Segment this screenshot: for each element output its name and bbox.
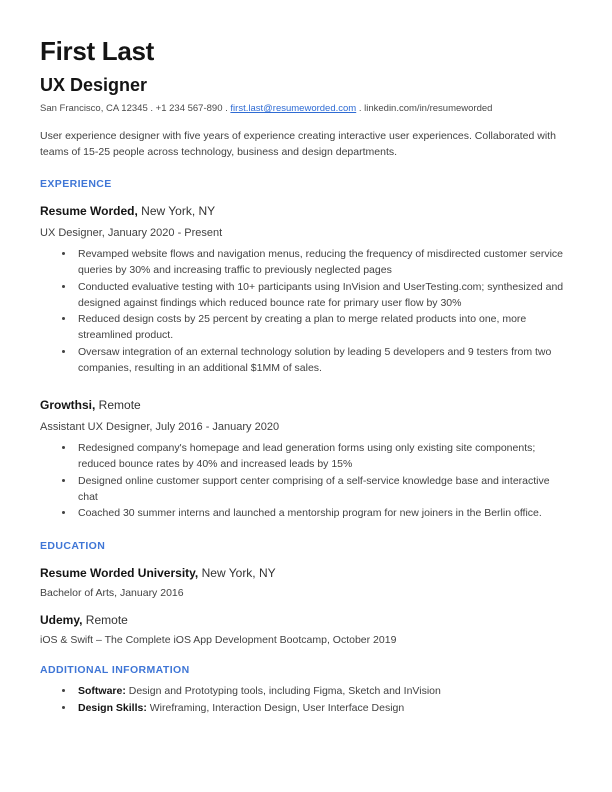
email-link[interactable]: first.last@resumeworded.com	[230, 103, 357, 114]
company-line	[40, 398, 572, 412]
bullet-item: • Redesigned company's homepage and lead generation forms using only existing site components; reduced bounce rates by 40% and increased leads by 15%	[75, 441, 570, 473]
person-title: UX Designer	[40, 75, 148, 95]
contact-separator: .	[356, 103, 365, 114]
job-entry	[40, 398, 572, 522]
company-name: Resume Worded,	[40, 204, 138, 219]
contact-location: San Francisco, CA 12345	[40, 103, 148, 114]
contact-line	[40, 102, 572, 115]
job-location: New York, NY	[137, 204, 216, 219]
job-entry	[40, 204, 572, 376]
info-label: Design Skills:	[78, 701, 147, 714]
school-name: Udemy,	[40, 613, 83, 628]
job-role: Assistant UX Designer, July 2016 - January 2020	[40, 421, 280, 434]
contact-separator: .	[222, 103, 231, 114]
school-location: New York, NY	[198, 566, 276, 581]
bullet-item: • Designed online customer support center comprising of a self-service knowledge base and interactive chat	[75, 474, 570, 506]
info-label: Software:	[78, 685, 126, 698]
section-heading-education: EDUCATION	[40, 540, 106, 553]
contact-separator: .	[147, 103, 156, 114]
bullet-item: • Oversaw integration of an external technology solution by leading 5 developers and 9 testers from two companies, resulting in an additional $1MM of sales.	[75, 345, 570, 377]
education-detail: Bachelor of Arts, January 2016	[40, 587, 184, 600]
school-name: Resume Worded University,	[40, 566, 199, 581]
bullet-list	[40, 441, 572, 522]
bullet-item: • Coached 30 summer interns and launched a mentorship program for new joiners in the Berlin office.	[75, 506, 570, 522]
school-line	[40, 613, 572, 627]
additional-info-item	[75, 701, 570, 717]
info-text: Design and Prototyping tools, including Figma, Sketch and InVision	[125, 685, 441, 698]
education-entry	[40, 566, 572, 599]
additional-info-list	[40, 684, 572, 717]
section-heading-experience: EXPERIENCE	[40, 178, 112, 191]
section-heading-additional-information: ADDITIONAL INFORMATION	[40, 664, 190, 677]
school-line	[40, 566, 572, 580]
school-location: Remote	[82, 613, 128, 628]
job-location: Remote	[95, 398, 141, 413]
info-text: Wireframing, Interaction Design, User Interface Design	[146, 701, 405, 714]
company-name: Growthsi,	[40, 398, 96, 413]
summary-paragraph: User experience designer with five years of experience creating interactive user experiences. Collaborated with teams of 15-25 people across technology, business and design departments.	[40, 130, 556, 158]
job-role: UX Designer, January 2020 - Present	[40, 227, 223, 240]
bullet-item: • Conducted evaluative testing with 10+ participants using InVision and UserTesting.com; synthesized and designed against findings which reduced bounce rate for primary user flow by 30%	[75, 280, 570, 312]
person-name: First Last	[40, 36, 155, 66]
contact-phone: +1 234 567-890	[155, 103, 223, 114]
education-entry	[40, 613, 572, 646]
education-detail: iOS & Swift – The Complete iOS App Development Bootcamp, October 2019	[40, 634, 397, 647]
additional-info-item	[75, 684, 570, 700]
bullet-list	[40, 247, 572, 376]
bullet-item: • Reduced design costs by 25 percent by creating a plan to merge related products into one, more streamlined product.	[75, 312, 570, 344]
company-line	[40, 204, 572, 218]
bullet-item: • Revamped website flows and navigation menus, reducing the frequency of misdirected customer service queries by 30% and increasing traffic to previously neglected pages	[75, 247, 570, 279]
contact-linkedin: linkedin.com/in/resumeworded	[364, 103, 493, 114]
